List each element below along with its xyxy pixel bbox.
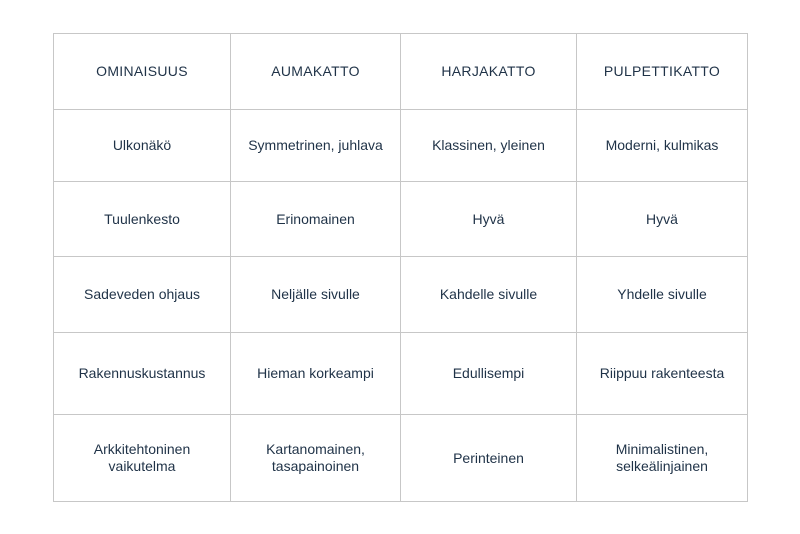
table-row: [54, 110, 748, 182]
header-gable-roof: HARJAKATTO: [401, 34, 577, 110]
table-cell: Hieman korkeampi: [231, 333, 401, 415]
table-cell: Erinomainen: [231, 182, 401, 257]
table-row: [54, 182, 748, 257]
row-label: Arkkitehtoninen vaikutelma: [54, 415, 231, 502]
header-shed-roof: PULPETTIKATTO: [577, 34, 748, 110]
table-cell: Symmetrinen, juhlava: [231, 110, 401, 182]
header-feature: OMINAISUUS: [54, 34, 231, 110]
table-cell: Minimalistinen, selkeälinjainen: [577, 415, 748, 502]
header-hip-roof: AUMAKATTO: [231, 34, 401, 110]
table-cell: Kahdelle sivulle: [401, 257, 577, 333]
row-label: Tuulenkesto: [54, 182, 231, 257]
table-cell: Moderni, kulmikas: [577, 110, 748, 182]
table-header-row: [54, 34, 748, 110]
table-cell: Neljälle sivulle: [231, 257, 401, 333]
table-cell: Hyvä: [401, 182, 577, 257]
table-cell: Riippuu rakenteesta: [577, 333, 748, 415]
comparison-table: [53, 33, 748, 502]
row-label: Sadeveden ohjaus: [54, 257, 231, 333]
table-cell: Perinteinen: [401, 415, 577, 502]
row-label: Ulkonäkö: [54, 110, 231, 182]
table-row: [54, 415, 748, 502]
table-cell: Klassinen, yleinen: [401, 110, 577, 182]
table-cell: Yhdelle sivulle: [577, 257, 748, 333]
row-label: Rakennuskustannus: [54, 333, 231, 415]
table-cell: Kartanomainen, tasapainoinen: [231, 415, 401, 502]
table-row: [54, 257, 748, 333]
table-row: [54, 333, 748, 415]
table-cell: Edullisempi: [401, 333, 577, 415]
table-cell: Hyvä: [577, 182, 748, 257]
